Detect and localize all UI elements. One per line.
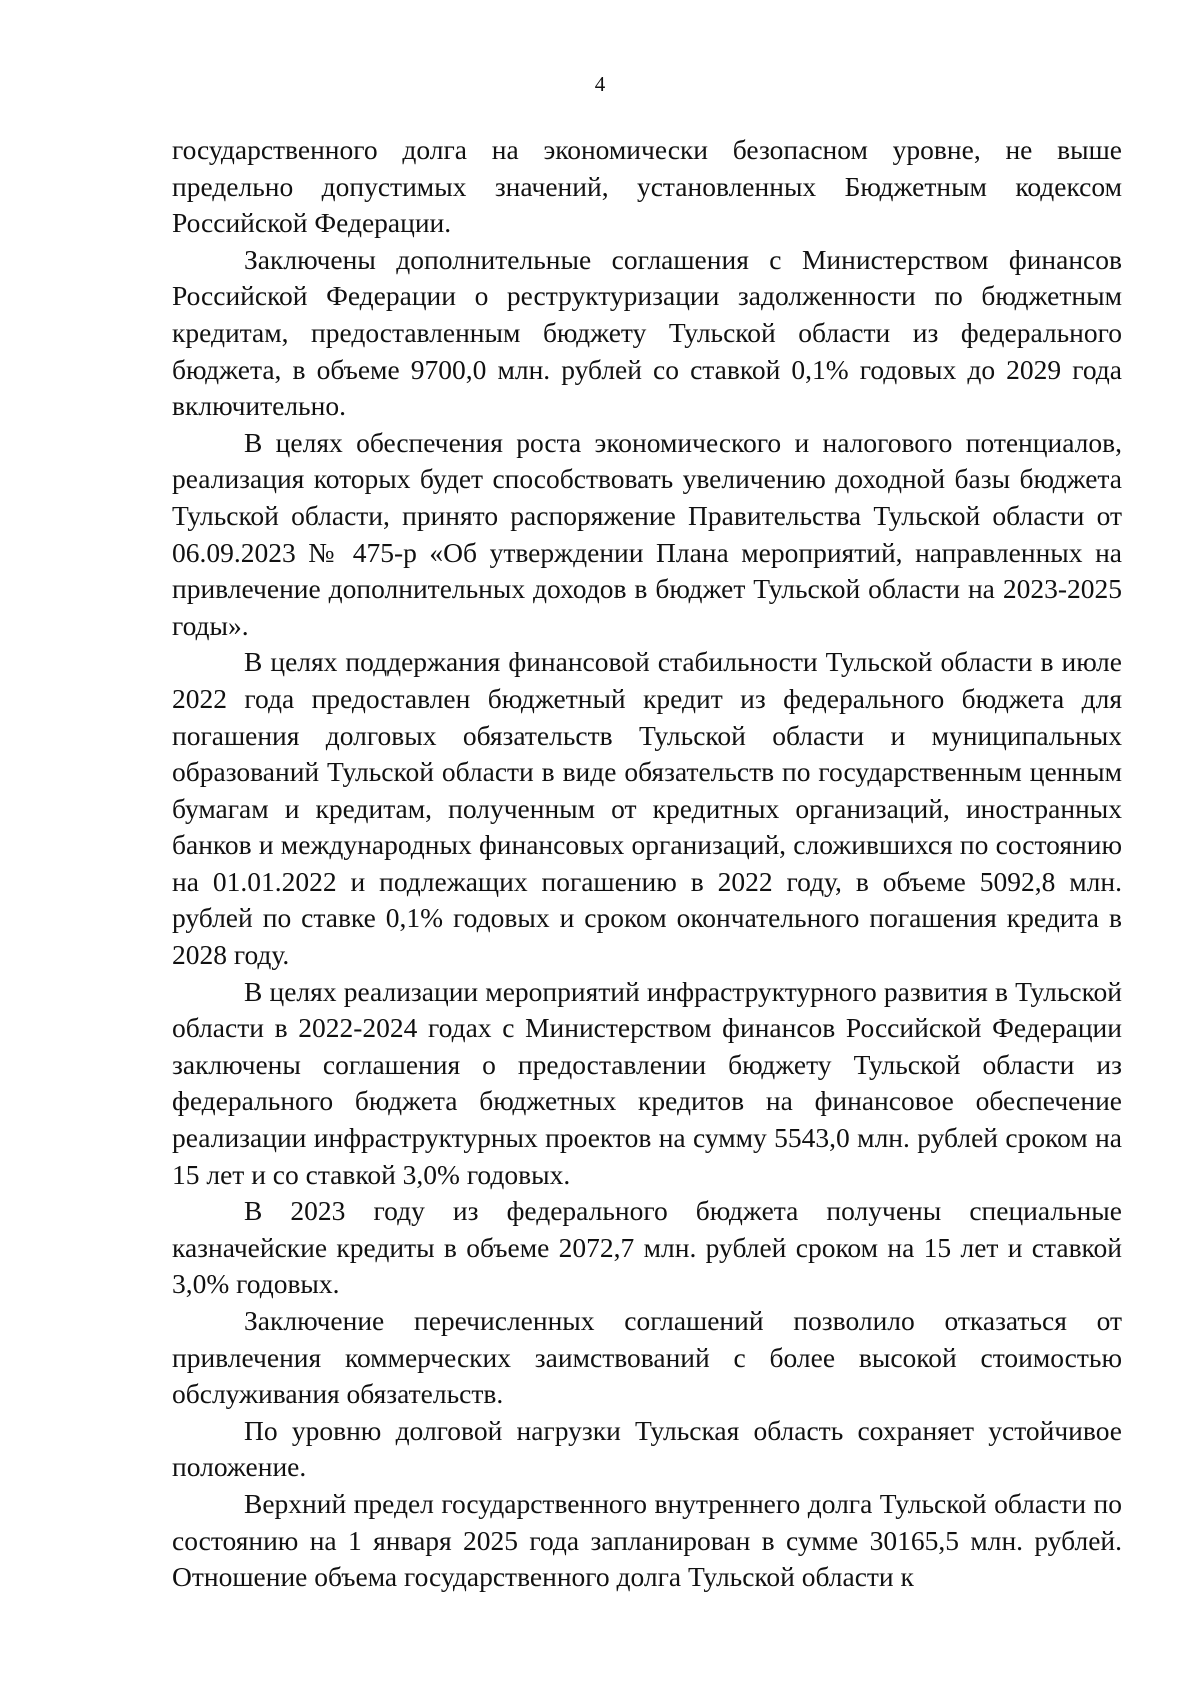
paragraph-treasury-credits-2023: В 2023 году из федерального бюджета получены специальные казначейские кредиты в объеме 2072,7 млн. рублей сроком на 15 лет и ставкой 3,0% годовых. — [172, 1195, 1122, 1300]
paragraph-debt-continuation: государственного долга на экономически безопасном уровне, не выше предельно допустимых значений, установленных Бюджетным кодексом Российской Федерации. — [172, 134, 1122, 239]
paragraph-infrastructure-credits: В целях реализации мероприятий инфраструктурного развития в Тульской области в 2022-2024 годах с Министерством финансов Российской Федерации заключены соглашения о предоставлении бюджету Тульской области из федерального бюджета бюджетных кредитов на финансовое обеспечение реализации инфраструктурных проектов на сумму 5543,0 млн. рублей сроком на 15 лет и со ставкой 3,0% годовых. — [172, 975, 1122, 1190]
paragraph-commercial-borrowing: Заключение перечисленных соглашений позволило отказаться от привлечения коммерческих заимствований с более высокой стоимостью обслуживания обязательств. — [172, 1305, 1122, 1410]
page-number: 4 — [594, 72, 606, 96]
body-text — [172, 132, 1122, 1596]
paragraph-budget-credit-2022: В целях поддержания финансовой стабильности Тульской области в июле 2022 года предоставлен бюджетный кредит из федерального бюджета для погашения долговых обязательств Тульской области и муниципальных образований Тульской области в виде обязательств по государственным ценным бумагам и кредитам, полученным от кредитных организаций, иностранных банков и международных финансовых организаций, сложившихся по состоянию на 01.01.2022 и подлежащих погашению в 2022 году, в объеме 5092,8 млн. рублей по ставке 0,1% годовых и сроком окончательного погашения кредита в 2028 году. — [172, 646, 1122, 971]
paragraph-restructuring-agreements: Заключены дополнительные соглашения с Министерством финансов Российской Федерации о реструктуризации задолженности по бюджетным кредитам, предоставленным бюджету Тульской области из федерального бюджета, в объеме 9700,0 млн. рублей со ставкой 0,1% годовых до 2029 года включительно. — [172, 243, 1122, 422]
paragraph-revenue-plan: В целях обеспечения роста экономического и налогового потенциалов, реализация которых будет способствовать увеличению доходной базы бюджета Тульской области, принято распоряжение Правительства Тульской области от 06.09.2023 № 475-р «Об утверждении Плана мероприятий, направленных на привлечение дополнительных доходов в бюджет Тульской области на 2023-2025 годы». — [172, 426, 1122, 641]
paragraph-debt-upper-limit: Верхний предел государственного внутреннего долга Тульской области по состоянию на 1 января 2025 года запланирован в сумме 30165,5 млн. рублей. Отношение объема государственного долга Тульской области к — [172, 1487, 1122, 1593]
paragraph-debt-load: По уровню долговой нагрузки Тульская область сохраняет устойчивое положение. — [172, 1414, 1122, 1483]
